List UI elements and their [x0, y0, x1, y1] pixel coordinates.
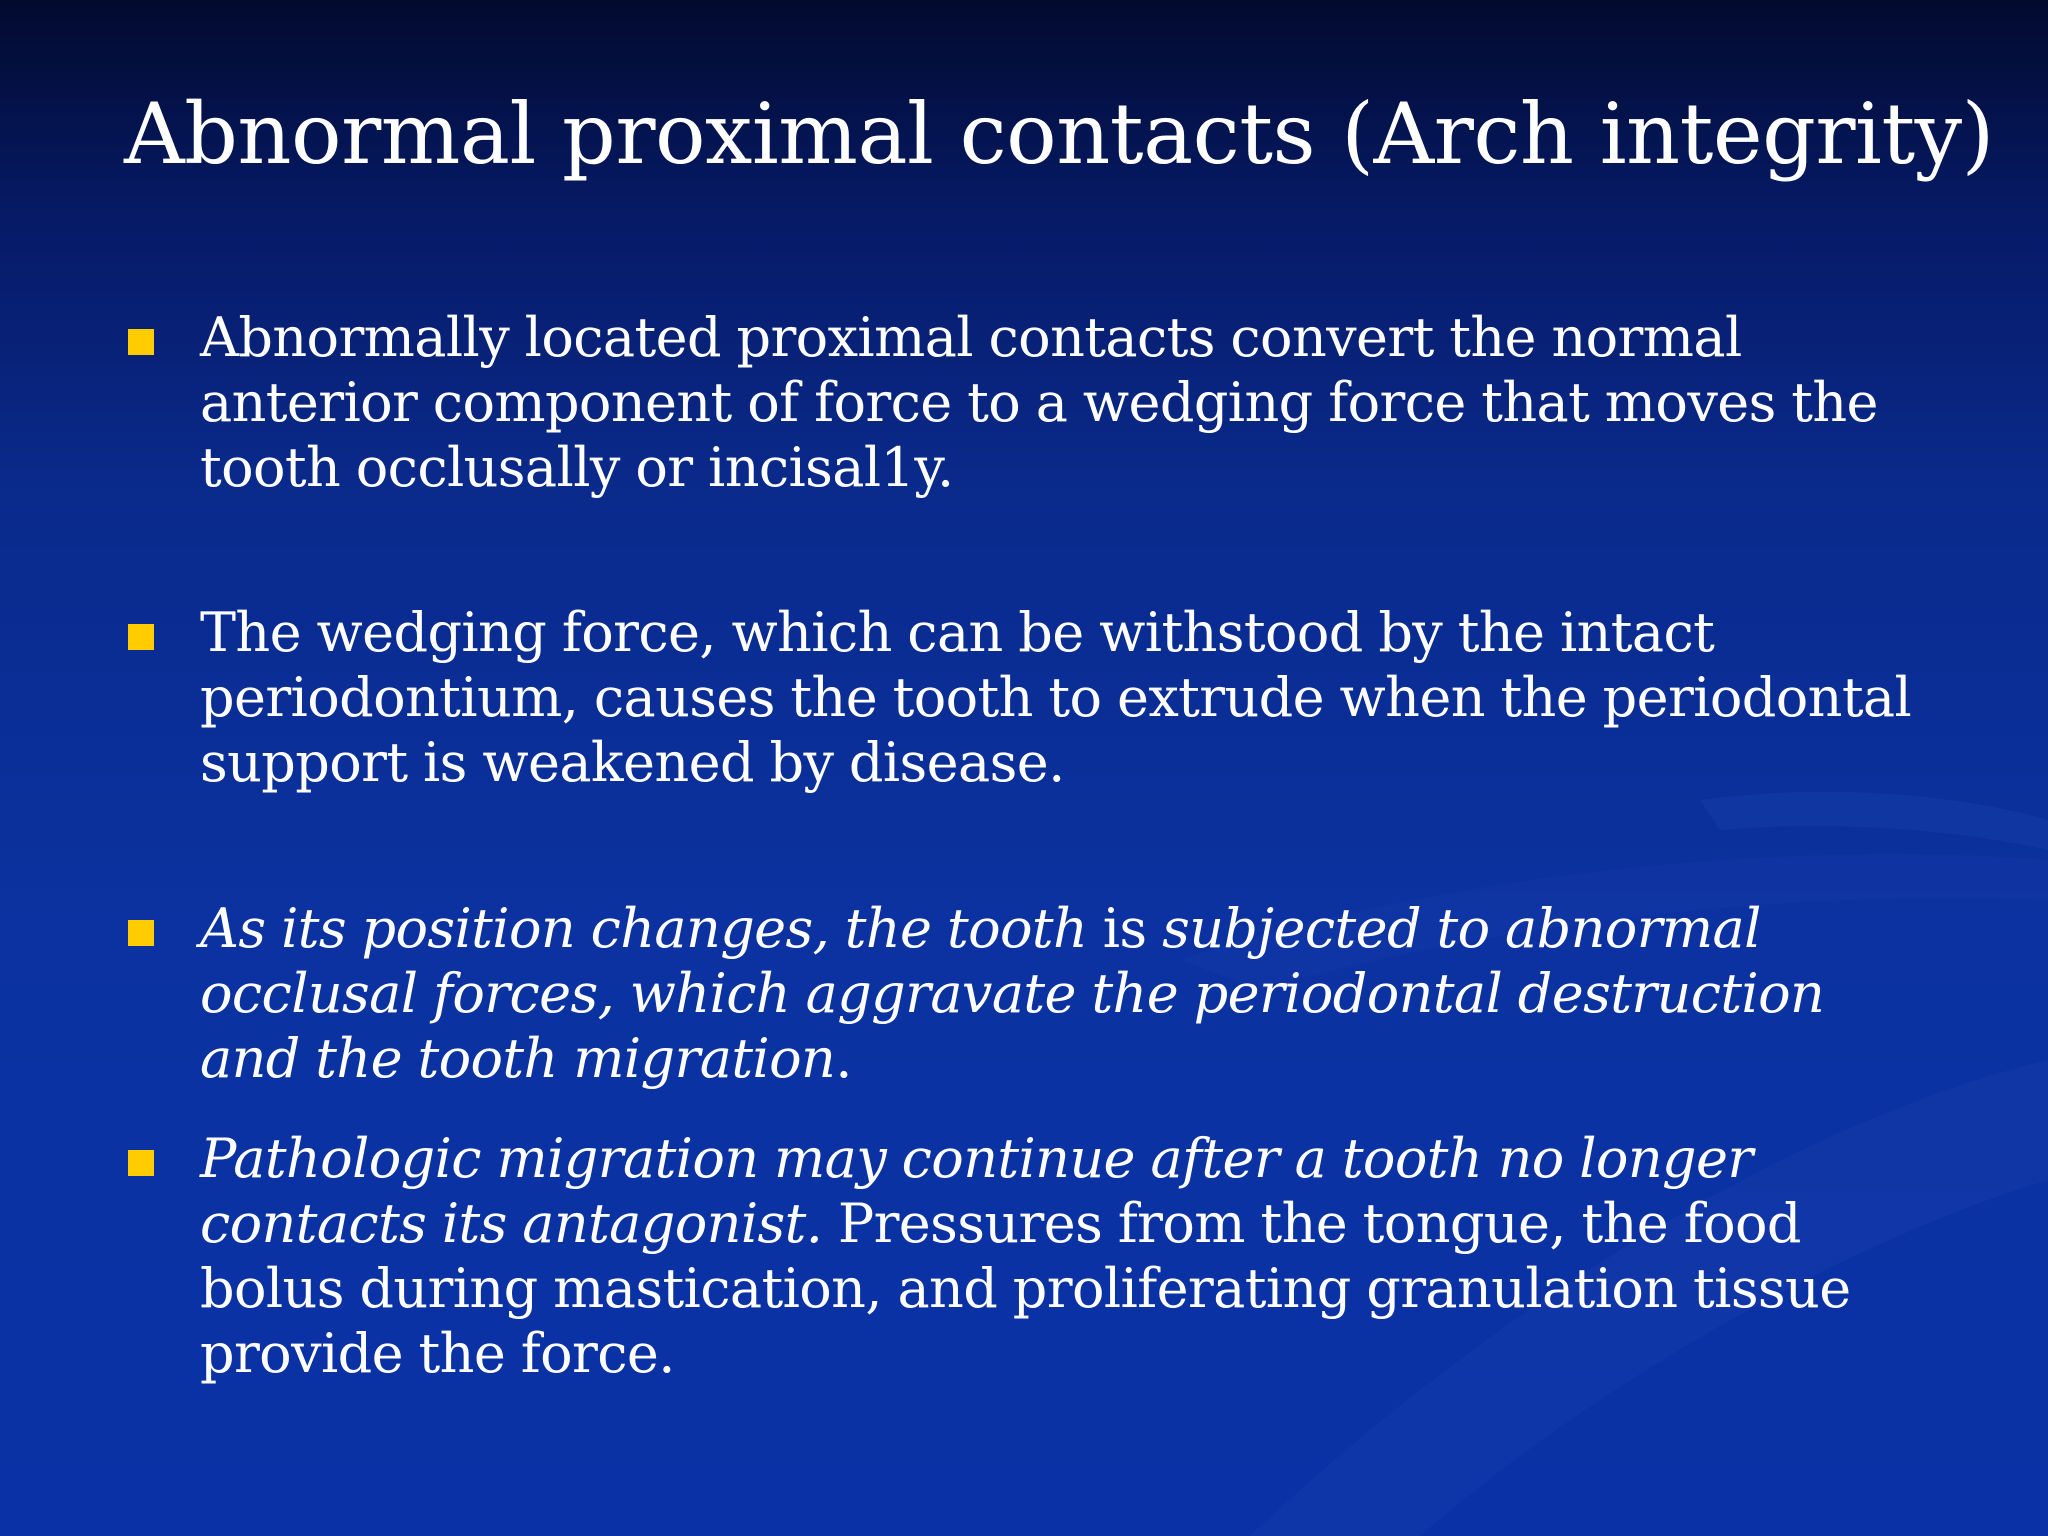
bullet-item-1: [200, 305, 1930, 500]
square-bullet-icon: [128, 624, 154, 650]
bullet-item-4: [200, 1126, 1930, 1386]
bullet-text: [200, 1126, 1930, 1386]
italic-phrase: As its position changes, the tooth: [200, 897, 1088, 960]
bullet-text: The wedging force, which can be withstood by the intact periodontium, causes the tooth to extrude when the periodontal support is weakened by disease.: [200, 601, 1912, 794]
plain-phrase: Pressures from the tongue, the food bolus during mastication, and proliferating granulation tissue provide the force.: [200, 1192, 1851, 1385]
square-bullet-icon: [128, 329, 154, 355]
italic-phrase: Pathologic migration may continue after a tooth no longer contacts its antagonist.: [200, 1127, 1753, 1255]
plain-phrase: is: [1087, 897, 1163, 960]
bullet-item-3: [200, 896, 1930, 1091]
square-bullet-icon: [128, 920, 154, 946]
square-bullet-icon: [128, 1150, 154, 1176]
italic-phrase: subjected to abnormal occlusal forces, which aggravate the periodontal destruction and the tooth migration: [200, 897, 1825, 1090]
bullet-text: [200, 896, 1930, 1091]
bullet-text: Abnormally located proximal contacts convert the normal anterior component of force to a wedging force that moves the tooth occlusally or incisal1y.: [200, 306, 1878, 499]
bullet-item-2: [200, 600, 1930, 795]
plain-phrase: .: [835, 1027, 852, 1090]
slide-title: Abnormal proximal contacts (Arch integrity): [124, 85, 1994, 183]
